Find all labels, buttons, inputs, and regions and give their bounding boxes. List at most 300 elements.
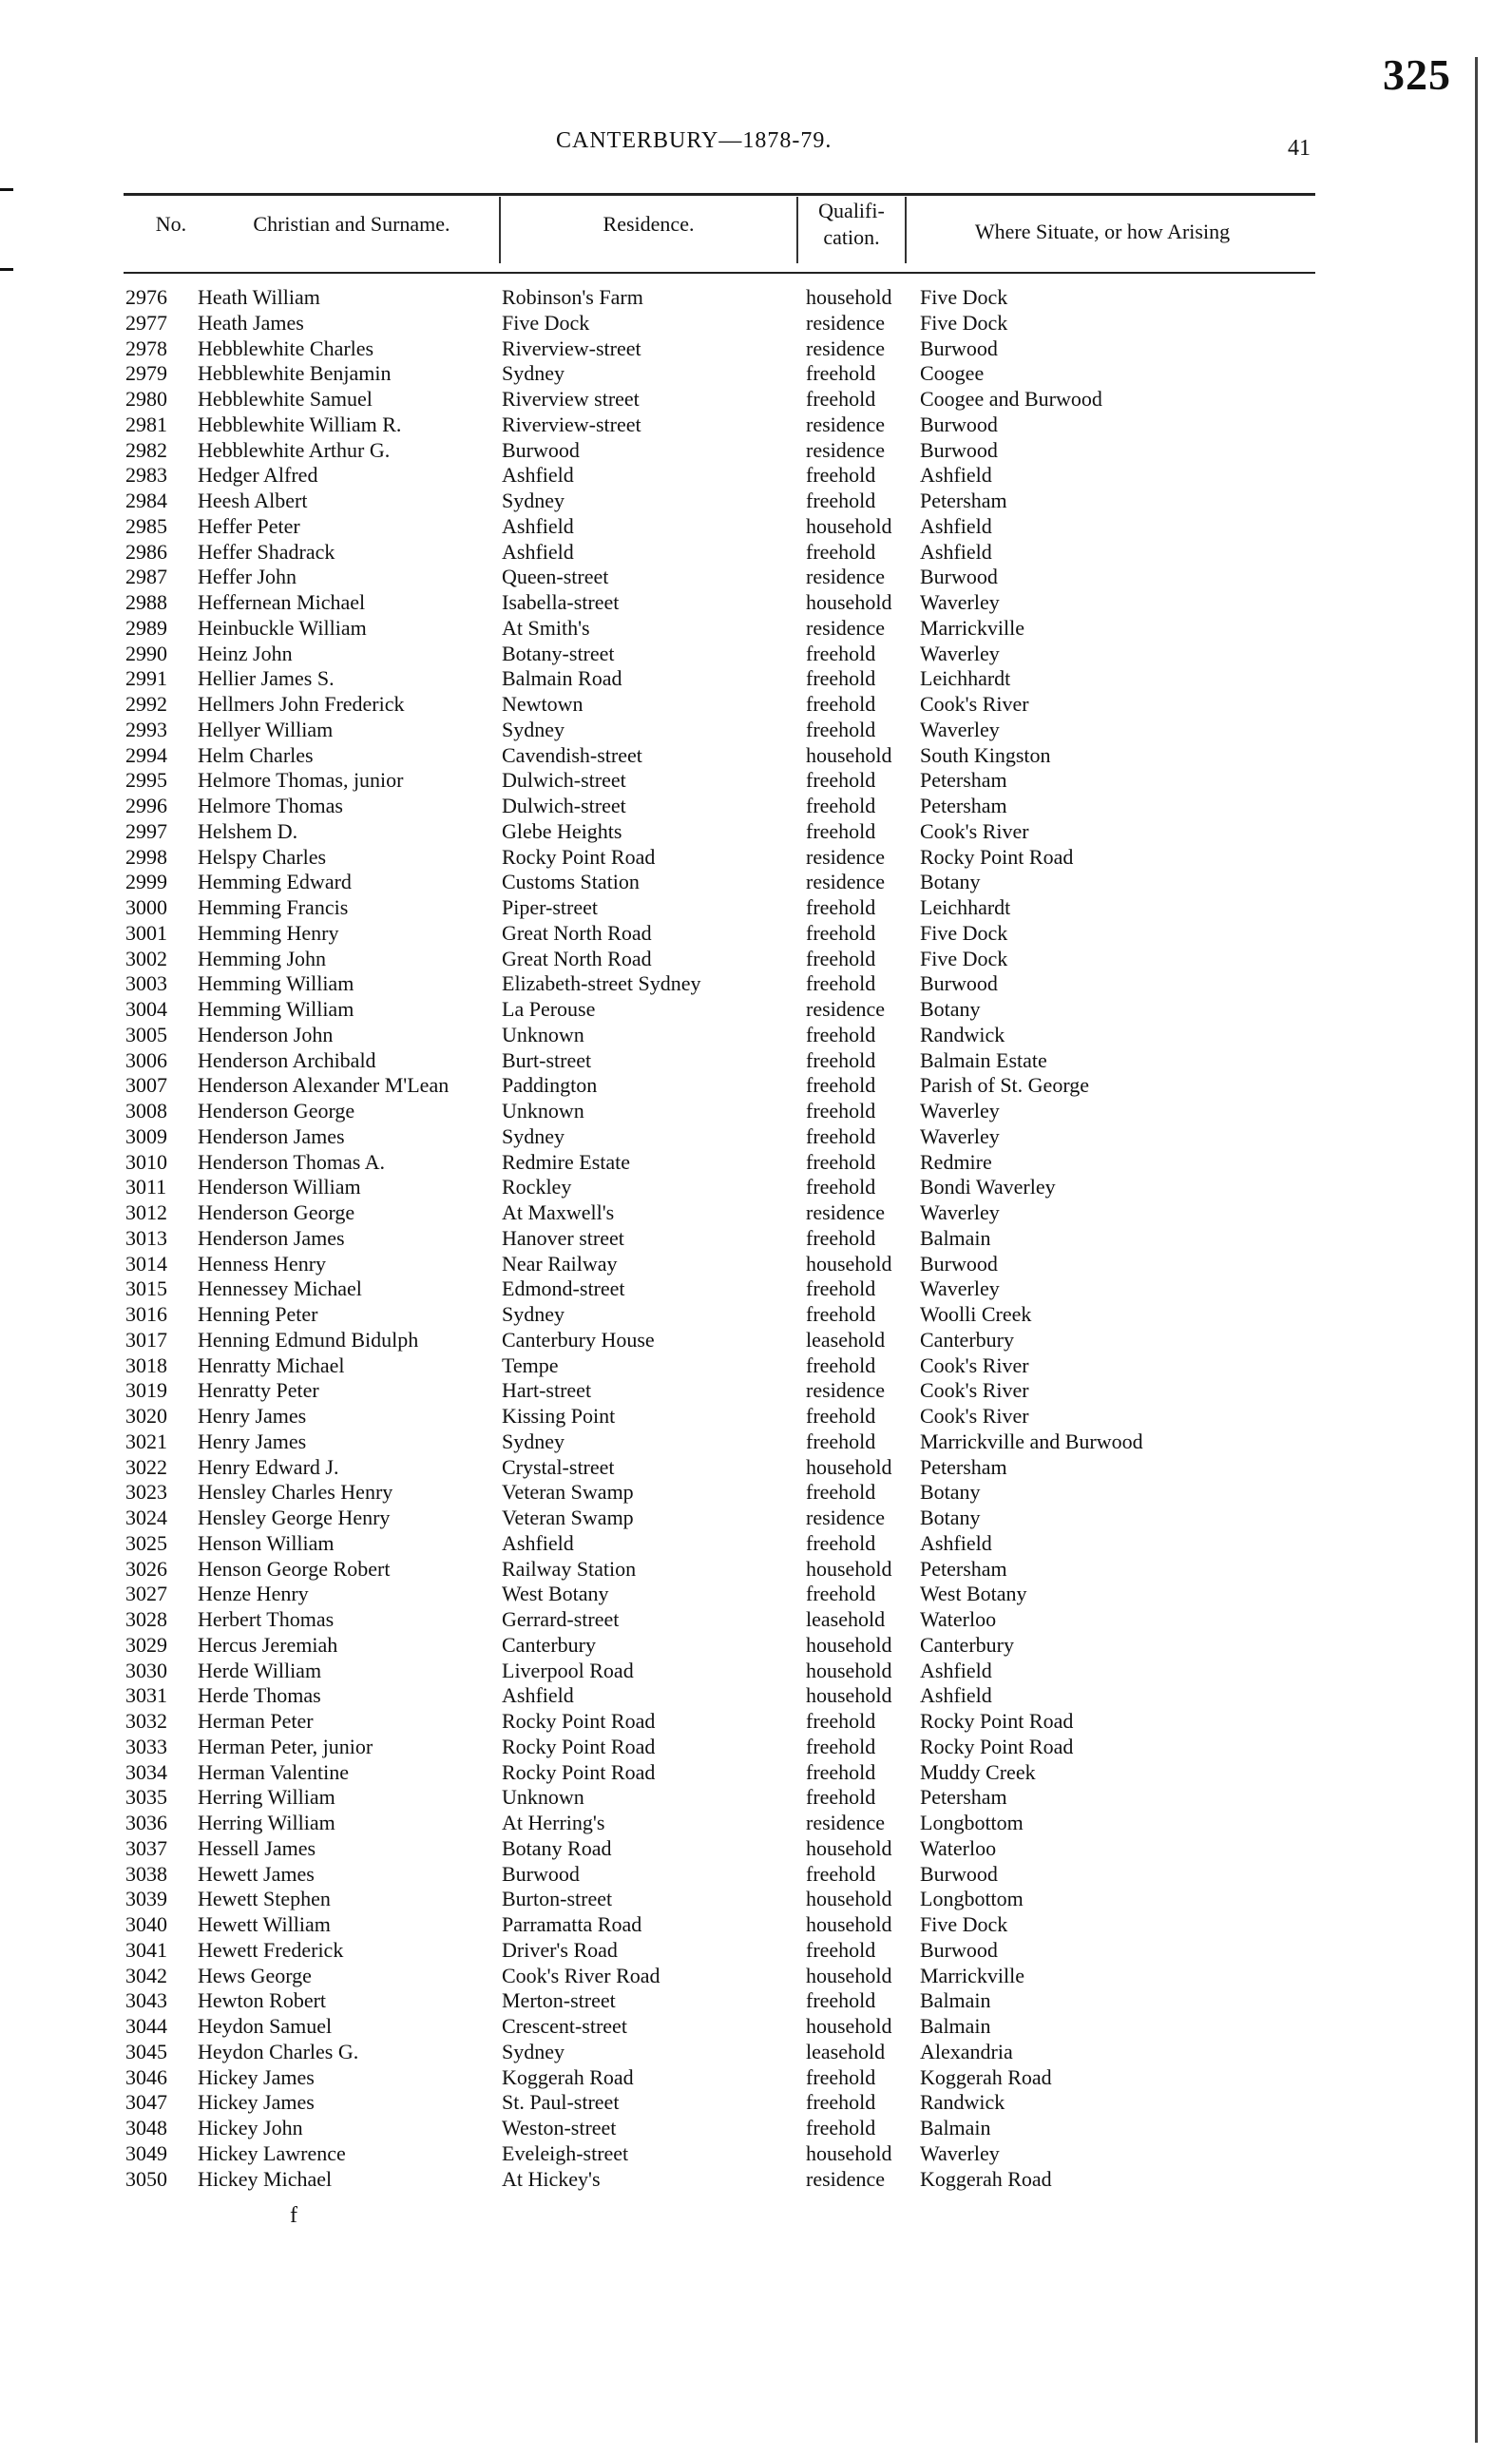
table-row xyxy=(0,1149,1512,1175)
residence: Sydney xyxy=(502,489,565,512)
elector-name: Hews George xyxy=(198,1963,312,1987)
elector-name: Henderson George xyxy=(198,1200,355,1224)
table-row xyxy=(0,818,1512,844)
where-situate: Cook's River xyxy=(920,818,1029,843)
qualification: freehold xyxy=(806,1302,876,1326)
entry-number: 3045 xyxy=(125,2039,167,2063)
where-situate: Waterloo xyxy=(920,1607,997,1631)
elector-name: Hellyer William xyxy=(198,717,334,741)
where-situate: Rocky Point Road xyxy=(920,1734,1074,1758)
qualification: freehold xyxy=(806,1404,876,1428)
qualification: freehold xyxy=(806,920,876,945)
qualification: freehold xyxy=(806,2116,876,2139)
elector-name: Hellier James S. xyxy=(198,666,335,691)
table-row xyxy=(0,1682,1512,1708)
where-situate: Ashfield xyxy=(920,539,992,564)
entry-number: 3032 xyxy=(125,1709,167,1733)
residence: Koggerah Road xyxy=(502,2064,634,2089)
running-head: CANTERBURY—1878-79. xyxy=(556,128,833,153)
residence: Unknown xyxy=(502,1099,584,1122)
where-situate: Randwick xyxy=(920,2090,1005,2115)
entry-number: 3012 xyxy=(125,1200,167,1224)
where-situate: Balmain xyxy=(920,2014,991,2038)
table-row xyxy=(0,1708,1512,1734)
where-situate: Five Dock xyxy=(920,1912,1008,1936)
residence: Ashfield xyxy=(502,1683,574,1708)
where-situate: Cook's River xyxy=(920,692,1029,716)
qualification: household xyxy=(806,2140,892,2165)
where-situate: Botany xyxy=(920,1506,981,1529)
qualification: freehold xyxy=(806,717,876,741)
table-row xyxy=(0,1199,1512,1225)
where-situate: Canterbury xyxy=(920,1327,1014,1352)
entry-number: 2981 xyxy=(125,412,167,436)
entry-number: 3004 xyxy=(125,997,167,1021)
residence: Sydney xyxy=(502,717,565,741)
elector-name: Hemming Henry xyxy=(198,920,339,945)
column-header-qualification: Qualifi- cation. xyxy=(818,199,885,249)
elector-name: Henderson James xyxy=(198,1225,345,1250)
table-row xyxy=(0,665,1512,691)
table-row xyxy=(0,1963,1512,1988)
residence: Newtown xyxy=(502,692,584,716)
table-row xyxy=(0,589,1512,615)
residence: At Maxwell's xyxy=(502,1200,615,1224)
where-situate: Coogee xyxy=(920,361,985,386)
table-row xyxy=(0,1301,1512,1327)
qualification: residence xyxy=(806,615,886,640)
table-row xyxy=(0,1123,1512,1149)
elector-name: Henderson James xyxy=(198,1123,345,1148)
qualification: freehold xyxy=(806,1988,876,2013)
entry-number: 3002 xyxy=(125,946,167,970)
residence: Paddington xyxy=(502,1073,598,1098)
elector-name: Heinbuckle William xyxy=(198,615,367,640)
column-divider xyxy=(796,197,798,263)
table-row xyxy=(0,1987,1512,2013)
entry-number: 3044 xyxy=(125,2014,167,2038)
entry-number: 3043 xyxy=(125,1988,167,2013)
entry-number: 3003 xyxy=(125,971,167,996)
elector-name: Hemming Francis xyxy=(198,895,349,919)
residence: Gerrard-street xyxy=(502,1607,620,1631)
table-row xyxy=(0,1581,1512,1606)
where-situate: Botany xyxy=(920,997,981,1021)
residence: Great North Road xyxy=(502,946,652,970)
residence: Riverview-street xyxy=(502,336,641,360)
where-situate: Randwick xyxy=(920,1022,1005,1046)
table-row xyxy=(0,539,1512,565)
residence: Ashfield xyxy=(502,1530,574,1555)
qualification: household xyxy=(806,1556,892,1581)
table-row xyxy=(0,869,1512,894)
residence: Unknown xyxy=(502,1785,584,1810)
residence: Riverview-street xyxy=(502,412,641,436)
table-row xyxy=(0,2166,1512,2192)
table-row xyxy=(0,1072,1512,1098)
entry-number: 2978 xyxy=(125,336,167,360)
elector-name: Henning Peter xyxy=(198,1302,318,1326)
table-row xyxy=(0,1454,1512,1480)
residence: Dulwich-street xyxy=(502,794,626,817)
table-row xyxy=(0,1098,1512,1123)
elector-name: Henderson William xyxy=(198,1175,361,1199)
entry-number: 3034 xyxy=(125,1759,167,1784)
entry-number: 3007 xyxy=(125,1073,167,1098)
where-situate: Alexandria xyxy=(920,2039,1013,2063)
where-situate: Burwood xyxy=(920,971,998,996)
table-row xyxy=(0,1937,1512,1963)
residence: At Herring's xyxy=(502,1811,605,1834)
entry-number: 2993 xyxy=(125,717,167,741)
entry-number: 3049 xyxy=(125,2140,167,2165)
entry-number: 3022 xyxy=(125,1454,167,1479)
qualification: freehold xyxy=(806,361,876,386)
entry-number: 2977 xyxy=(125,310,167,335)
elector-name: Hickey Lawrence xyxy=(198,2140,346,2165)
where-situate: Waverley xyxy=(920,1099,1000,1122)
residence: Crystal-street xyxy=(502,1454,615,1479)
where-situate: Leichhardt xyxy=(920,666,1011,691)
table-row xyxy=(0,1556,1512,1582)
qualification: freehold xyxy=(806,1861,876,1886)
residence: Botany Road xyxy=(502,1835,612,1860)
qualification: leasehold xyxy=(806,1327,886,1352)
entry-number: 3029 xyxy=(125,1632,167,1657)
where-situate: Five Dock xyxy=(920,310,1008,335)
elector-name: Helspy Charles xyxy=(198,844,327,869)
entry-number: 3010 xyxy=(125,1149,167,1174)
elector-name: Hickey Michael xyxy=(198,2166,333,2191)
entry-number: 3013 xyxy=(125,1225,167,1250)
qualification: residence xyxy=(806,1200,886,1224)
entry-number: 3020 xyxy=(125,1404,167,1428)
elector-name: Hickey John xyxy=(198,2116,303,2139)
entry-number: 3024 xyxy=(125,1506,167,1529)
elector-name: Herbert Thomas xyxy=(198,1607,335,1631)
table-row xyxy=(0,970,1512,996)
residence: Queen-street xyxy=(502,565,609,589)
qualification: freehold xyxy=(806,2064,876,2089)
entry-number: 3008 xyxy=(125,1099,167,1122)
table-row xyxy=(0,1658,1512,1683)
residence: Burwood xyxy=(502,1861,580,1886)
where-situate: Ashfield xyxy=(920,1658,992,1682)
qualification: freehold xyxy=(806,1785,876,1810)
residence: Piper-street xyxy=(502,895,598,919)
residence: Glebe Heights xyxy=(502,818,622,843)
where-situate: Muddy Creek xyxy=(920,1759,1036,1784)
entry-number: 2991 xyxy=(125,666,167,691)
entry-number: 2988 xyxy=(125,590,167,614)
qualification: residence xyxy=(806,437,886,462)
residence: At Smith's xyxy=(502,615,590,640)
where-situate: Rocky Point Road xyxy=(920,844,1074,869)
entry-number: 2984 xyxy=(125,489,167,512)
entry-number: 2979 xyxy=(125,361,167,386)
table-row xyxy=(0,844,1512,870)
where-situate: Canterbury xyxy=(920,1632,1014,1657)
table-row xyxy=(0,360,1512,386)
elector-name: Hensley Charles Henry xyxy=(198,1480,393,1505)
qualification: leasehold xyxy=(806,2039,886,2063)
entry-number: 2995 xyxy=(125,768,167,793)
elector-name: Helmore Thomas xyxy=(198,794,343,817)
table-row xyxy=(0,1861,1512,1887)
qualification: freehold xyxy=(806,946,876,970)
entry-number: 3038 xyxy=(125,1861,167,1886)
table-row xyxy=(0,284,1512,310)
residence: Kissing Point xyxy=(502,1404,616,1428)
where-situate: Balmain Estate xyxy=(920,1047,1047,1072)
elector-name: Helm Charles xyxy=(198,742,314,767)
residence: Botany-street xyxy=(502,641,615,665)
qualification: residence xyxy=(806,870,886,894)
residence: Sydney xyxy=(502,2039,565,2063)
residence: Tempe xyxy=(502,1353,559,1377)
where-situate: Petersham xyxy=(920,1785,1007,1810)
table-row xyxy=(0,1734,1512,1759)
table-row xyxy=(0,2140,1512,2166)
table-row xyxy=(0,1784,1512,1810)
qualification: freehold xyxy=(806,1047,876,1072)
entry-number: 3046 xyxy=(125,2064,167,2089)
table-row xyxy=(0,691,1512,717)
residence: Rocky Point Road xyxy=(502,844,656,869)
entry-number: 3027 xyxy=(125,1582,167,1606)
elector-name: Henratty Peter xyxy=(198,1378,319,1403)
elector-name: Henderson George xyxy=(198,1099,355,1122)
where-situate: Balmain xyxy=(920,1988,991,2013)
where-situate: Coogee and Burwood xyxy=(920,387,1102,411)
table-row xyxy=(0,2064,1512,2090)
entry-number: 3001 xyxy=(125,920,167,945)
qualification: residence xyxy=(806,336,886,360)
where-situate: Longbottom xyxy=(920,1887,1024,1911)
where-situate: Ashfield xyxy=(920,513,992,538)
entry-number: 2989 xyxy=(125,615,167,640)
qualification: household xyxy=(806,513,892,538)
residence: Burwood xyxy=(502,437,580,462)
qualification: freehold xyxy=(806,818,876,843)
entry-number: 2976 xyxy=(125,285,167,309)
qualification: freehold xyxy=(806,1022,876,1046)
entry-number: 2982 xyxy=(125,437,167,462)
signature-mark: f xyxy=(290,2203,297,2228)
where-situate: Longbottom xyxy=(920,1811,1024,1834)
residence: Weston-street xyxy=(502,2116,617,2139)
residence: Edmond-street xyxy=(502,1276,625,1301)
qualification: freehold xyxy=(806,1734,876,1758)
where-situate: Waterloo xyxy=(920,1835,997,1860)
qualification: freehold xyxy=(806,895,876,919)
qualification: household xyxy=(806,1963,892,1987)
elector-name: Hewett James xyxy=(198,1861,315,1886)
elector-name: Henry James xyxy=(198,1404,307,1428)
entry-number: 2990 xyxy=(125,641,167,665)
entry-number: 2996 xyxy=(125,794,167,817)
table-row xyxy=(0,564,1512,589)
elector-name: Heydon Charles G. xyxy=(198,2039,359,2063)
residence: Veteran Swamp xyxy=(502,1506,634,1529)
residence: Burton-street xyxy=(502,1887,613,1911)
elector-name: Herman Peter, junior xyxy=(198,1734,373,1758)
entry-number: 3005 xyxy=(125,1022,167,1046)
elector-name: Henderson John xyxy=(198,1022,334,1046)
where-situate: Cook's River xyxy=(920,1353,1029,1377)
elector-name: Hewett Frederick xyxy=(198,1937,344,1962)
elector-name: Hessell James xyxy=(198,1835,316,1860)
entry-number: 3023 xyxy=(125,1480,167,1505)
table-row xyxy=(0,1810,1512,1835)
elector-name: Hewett Stephen xyxy=(198,1887,331,1911)
residence: Burt-street xyxy=(502,1047,592,1072)
qualification: freehold xyxy=(806,1225,876,1250)
elector-name: Heinz John xyxy=(198,641,293,665)
qualification: freehold xyxy=(806,387,876,411)
entry-number: 3041 xyxy=(125,1937,167,1962)
elector-name: Henry Edward J. xyxy=(198,1454,339,1479)
qualification: residence xyxy=(806,2166,886,2191)
entry-number: 3011 xyxy=(125,1175,167,1199)
residence: Parramatta Road xyxy=(502,1912,642,1936)
elector-name: Hewett William xyxy=(198,1912,331,1936)
elector-name: Hebblewhite Charles xyxy=(198,336,374,360)
qualification: freehold xyxy=(806,1073,876,1098)
elector-name: Hemming William xyxy=(198,997,354,1021)
elector-name: Herring William xyxy=(198,1811,335,1834)
where-situate: West Botany xyxy=(920,1582,1027,1606)
entry-number: 3025 xyxy=(125,1530,167,1555)
where-situate: Koggerah Road xyxy=(920,2166,1052,2191)
where-situate: Waverley xyxy=(920,641,1000,665)
elector-name: Hedger Alfred xyxy=(198,463,318,488)
residence: Redmire Estate xyxy=(502,1149,631,1174)
where-situate: Cook's River xyxy=(920,1378,1029,1403)
elector-name: Herman Peter xyxy=(198,1709,314,1733)
elector-name: Herman Valentine xyxy=(198,1759,350,1784)
elector-name: Hebblewhite William R. xyxy=(198,412,402,436)
where-situate: Waverley xyxy=(920,1276,1000,1301)
where-situate: Petersham xyxy=(920,1556,1007,1581)
where-situate: Cook's River xyxy=(920,1404,1029,1428)
header-top-rule xyxy=(124,193,1315,196)
residence: Ashfield xyxy=(502,463,574,488)
elector-name: Henderson Alexander M'Lean xyxy=(198,1073,450,1098)
elector-name: Helmore Thomas, junior xyxy=(198,768,404,793)
qualification: freehold xyxy=(806,1759,876,1784)
qualification: freehold xyxy=(806,1582,876,1606)
entry-number: 2992 xyxy=(125,692,167,716)
table-row xyxy=(0,1632,1512,1658)
entry-number: 3039 xyxy=(125,1887,167,1911)
qualification: residence xyxy=(806,997,886,1021)
elector-name: Henderson Thomas A. xyxy=(198,1149,385,1174)
residence: Riverview street xyxy=(502,387,640,411)
residence: Rockley xyxy=(502,1175,572,1199)
table-row xyxy=(0,336,1512,361)
elector-name: Hemming Edward xyxy=(198,870,352,894)
table-row xyxy=(0,1835,1512,1861)
qualification: residence xyxy=(806,565,886,589)
qualification: freehold xyxy=(806,794,876,817)
qualification: household xyxy=(806,2014,892,2038)
elector-name: Hellmers John Frederick xyxy=(198,692,405,716)
where-situate: Waverley xyxy=(920,1123,1000,1148)
where-situate: Petersham xyxy=(920,794,1007,817)
elector-name: Heydon Samuel xyxy=(198,2014,333,2038)
table-row xyxy=(0,1377,1512,1403)
table-row xyxy=(0,767,1512,793)
entry-number: 3048 xyxy=(125,2116,167,2139)
table-row xyxy=(0,717,1512,742)
elector-name: Heesh Albert xyxy=(198,489,308,512)
entry-number: 3028 xyxy=(125,1607,167,1631)
table-row xyxy=(0,462,1512,488)
residence: Great North Road xyxy=(502,920,652,945)
table-row xyxy=(0,513,1512,539)
residence: At Hickey's xyxy=(502,2166,601,2191)
residence: Canterbury House xyxy=(502,1327,655,1352)
entry-number: 3026 xyxy=(125,1556,167,1581)
table-row xyxy=(0,1530,1512,1556)
residence: Dulwich-street xyxy=(502,768,626,793)
entry-number: 3006 xyxy=(125,1047,167,1072)
elector-name: Henning Edmund Bidulph xyxy=(198,1327,419,1352)
residence: Canterbury xyxy=(502,1632,596,1657)
table-row xyxy=(0,1225,1512,1251)
table-row xyxy=(0,1276,1512,1301)
column-header-where: Where Situate, or how Arising xyxy=(974,220,1231,243)
entry-number: 3000 xyxy=(125,895,167,919)
qualification: residence xyxy=(806,1811,886,1834)
where-situate: South Kingston xyxy=(920,742,1051,767)
table-row xyxy=(0,2013,1512,2039)
table-row xyxy=(0,1911,1512,1937)
elector-name: Hebblewhite Samuel xyxy=(198,387,373,411)
entry-number: 3014 xyxy=(125,1251,167,1276)
where-situate: Burwood xyxy=(920,1937,998,1962)
table-row xyxy=(0,894,1512,920)
qualification: household xyxy=(806,1912,892,1936)
elector-name: Hebblewhite Benjamin xyxy=(198,361,392,386)
entry-number: 3047 xyxy=(125,2090,167,2115)
qualification: residence xyxy=(806,844,886,869)
qualification: freehold xyxy=(806,2090,876,2115)
table-row xyxy=(0,742,1512,768)
where-situate: Petersham xyxy=(920,1454,1007,1479)
elector-name: Hewton Robert xyxy=(198,1988,327,2013)
qualification: household xyxy=(806,1683,892,1708)
residence: Unknown xyxy=(502,1022,584,1046)
where-situate: Five Dock xyxy=(920,285,1008,309)
entry-number: 3042 xyxy=(125,1963,167,1987)
where-situate: Waverley xyxy=(920,717,1000,741)
qualification: freehold xyxy=(806,539,876,564)
column-header-residence: Residence. xyxy=(603,212,695,236)
qualification: residence xyxy=(806,310,886,335)
where-situate: Five Dock xyxy=(920,946,1008,970)
column-divider xyxy=(905,197,907,263)
elector-name: Heffer Shadrack xyxy=(198,539,335,564)
elector-name: Henderson Archibald xyxy=(198,1047,376,1072)
residence: Sydney xyxy=(502,1302,565,1326)
qualification: freehold xyxy=(806,463,876,488)
elector-name: Hemming John xyxy=(198,946,327,970)
column-divider xyxy=(499,197,501,263)
table-row xyxy=(0,793,1512,818)
entry-number: 2985 xyxy=(125,513,167,538)
